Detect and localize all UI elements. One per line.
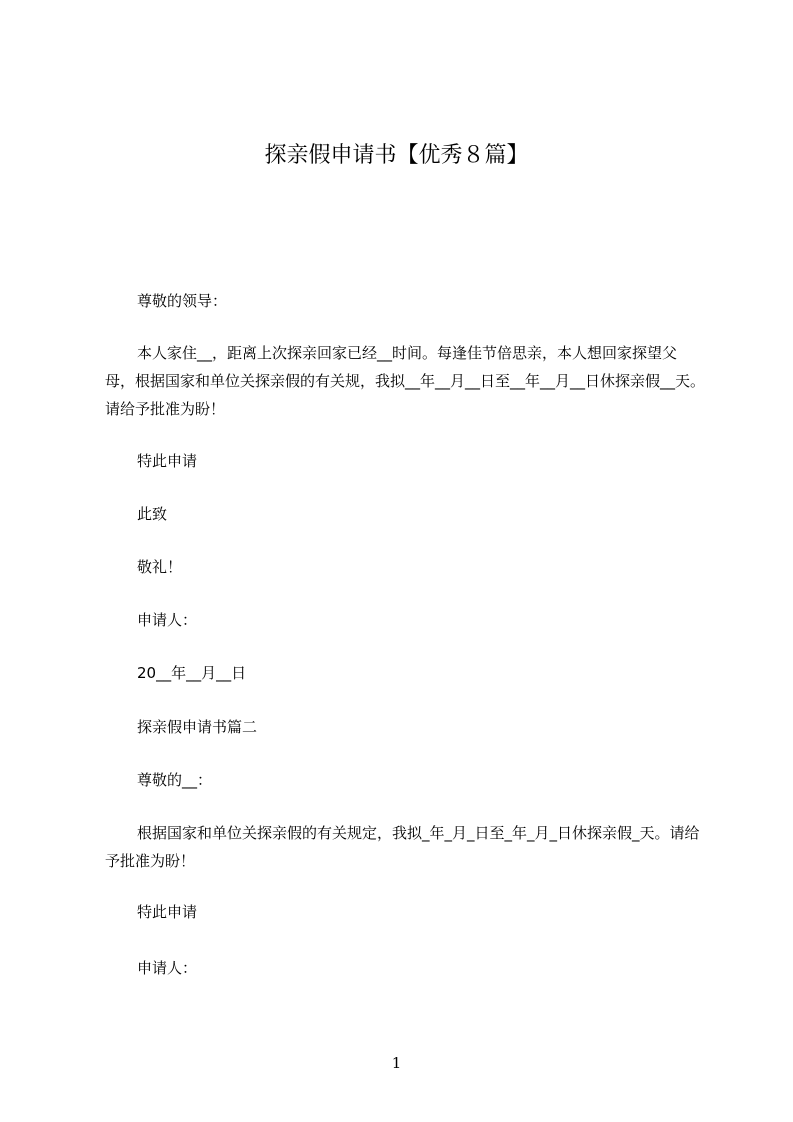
section-heading: 探亲假申请书篇二 — [137, 718, 258, 736]
document-title: 探亲假申请书【优秀８篇】 — [264, 143, 529, 168]
date-line: 20__年__月__日 — [137, 664, 247, 682]
salutation: 尊敬的领导： — [137, 292, 228, 310]
salutation: 尊敬的__： — [137, 771, 213, 789]
closing-line: 特此申请 — [137, 903, 198, 921]
closing-line: 此致 — [137, 505, 168, 523]
page-number: 1 — [391, 1054, 402, 1072]
applicant-line: 申请人： — [137, 611, 198, 629]
applicant-line: 申请人： — [137, 959, 198, 977]
closing-line: 敬礼！ — [137, 558, 183, 576]
body-paragraph: 根据国家和单位关探亲假的有关规定，我拟_年_月_日至_年_月_日休探亲假_天。请给予批准为盼！ — [105, 824, 700, 870]
body-paragraph: 本人家住__，距离上次探亲回家已经__时间。每逢佳节倍思亲，本人想回家探望父母，根据国家和单位关探亲假的有关规，我拟__年__月__日至__年__月__日休探亲假__天。请给予批准为盼！ — [105, 344, 706, 418]
closing-line: 特此申请 — [137, 452, 198, 470]
